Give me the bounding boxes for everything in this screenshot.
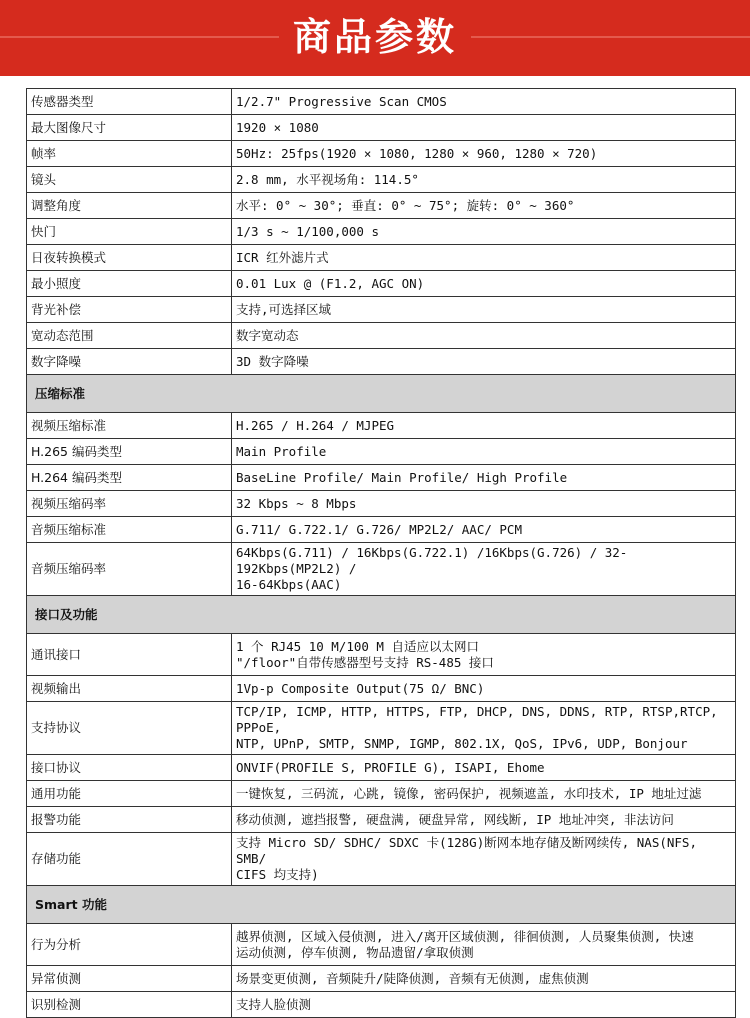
spec-label: 支持协议 (27, 702, 232, 755)
spec-label: 最小照度 (27, 271, 232, 297)
spec-label: 宽动态范围 (27, 323, 232, 349)
spec-label: 快门 (27, 219, 232, 245)
table-row (27, 219, 736, 245)
spec-label: H.264 编码类型 (27, 465, 232, 491)
spec-label: 行为分析 (27, 924, 232, 966)
spec-value: H.265 / H.264 / MJPEG (232, 413, 736, 439)
table-row (27, 349, 736, 375)
spec-label: 音频压缩标准 (27, 517, 232, 543)
section-title: Smart 功能 (27, 886, 736, 924)
table-row (27, 141, 736, 167)
section-header (27, 886, 736, 924)
title-banner (0, 0, 750, 76)
table-row (27, 676, 736, 702)
section-title: 接口及功能 (27, 596, 736, 634)
spec-label: 视频压缩标准 (27, 413, 232, 439)
spec-table (26, 88, 736, 1018)
table-row (27, 924, 736, 966)
section-header (27, 596, 736, 634)
spec-value: 移动侦测, 遮挡报警, 硬盘满, 硬盘异常, 网线断, IP 地址冲突, 非法访问 (232, 807, 736, 833)
spec-value: 3D 数字降噪 (232, 349, 736, 375)
spec-label: 异常侦测 (27, 966, 232, 992)
spec-label: 通讯接口 (27, 634, 232, 676)
spec-label: 最大图像尺寸 (27, 115, 232, 141)
spec-label: 日夜转换模式 (27, 245, 232, 271)
spec-label: 报警功能 (27, 807, 232, 833)
spec-value: 支持,可选择区域 (232, 297, 736, 323)
spec-value: 1Vp-p Composite Output(75 Ω/ BNC) (232, 676, 736, 702)
spec-value: 0.01 Lux @ (F1.2, AGC ON) (232, 271, 736, 297)
spec-label: 数字降噪 (27, 349, 232, 375)
table-row (27, 115, 736, 141)
spec-value: 64Kbps(G.711) / 16Kbps(G.722.1) /16Kbps(G.726) / 32-192Kbps(MP2L2) / 16-64Kbps(AAC) (232, 543, 736, 596)
spec-table-body (27, 89, 736, 1018)
table-row (27, 781, 736, 807)
table-row (27, 517, 736, 543)
table-row (27, 193, 736, 219)
table-row (27, 245, 736, 271)
spec-value: 支持人脸侦测 (232, 992, 736, 1018)
page-title: 商品参数 (279, 15, 471, 59)
spec-label: 帧率 (27, 141, 232, 167)
spec-value: 1920 × 1080 (232, 115, 736, 141)
spec-label: 镜头 (27, 167, 232, 193)
section-header (27, 375, 736, 413)
table-row (27, 271, 736, 297)
spec-label: 识别检测 (27, 992, 232, 1018)
spec-label: 存储功能 (27, 833, 232, 886)
table-row (27, 807, 736, 833)
spec-label: H.265 编码类型 (27, 439, 232, 465)
spec-label: 调整角度 (27, 193, 232, 219)
table-row (27, 992, 736, 1018)
spec-value: 1/3 s ~ 1/100,000 s (232, 219, 736, 245)
spec-value: 1/2.7" Progressive Scan CMOS (232, 89, 736, 115)
spec-value: 32 Kbps ~ 8 Mbps (232, 491, 736, 517)
spec-value: Main Profile (232, 439, 736, 465)
spec-value: ONVIF(PROFILE S, PROFILE G), ISAPI, Ehome (232, 755, 736, 781)
spec-value: 支持 Micro SD/ SDHC/ SDXC 卡(128G)断网本地存储及断网续传, NAS(NFS, SMB/ CIFS 均支持) (232, 833, 736, 886)
spec-value: G.711/ G.722.1/ G.726/ MP2L2/ AAC/ PCM (232, 517, 736, 543)
table-row (27, 167, 736, 193)
spec-value: TCP/IP, ICMP, HTTP, HTTPS, FTP, DHCP, DNS, DDNS, RTP, RTSP,RTCP, PPPoE, NTP, UPnP, SMTP, SNMP, IGMP, 802.1X, QoS, IPv6, UDP, Bonjour (232, 702, 736, 755)
table-row (27, 297, 736, 323)
table-row (27, 465, 736, 491)
spec-label: 视频输出 (27, 676, 232, 702)
spec-label: 视频压缩码率 (27, 491, 232, 517)
spec-value: 1 个 RJ45 10 M/100 M 自适应以太网口 "/floor"自带传感器型号支持 RS-485 接口 (232, 634, 736, 676)
spec-value: 2.8 mm, 水平视场角: 114.5° (232, 167, 736, 193)
spec-value: ICR 红外滤片式 (232, 245, 736, 271)
table-row (27, 89, 736, 115)
spec-label: 接口协议 (27, 755, 232, 781)
table-row (27, 439, 736, 465)
spec-label: 音频压缩码率 (27, 543, 232, 596)
table-row (27, 702, 736, 755)
spec-label: 背光补偿 (27, 297, 232, 323)
spec-label: 通用功能 (27, 781, 232, 807)
spec-value: 数字宽动态 (232, 323, 736, 349)
table-row (27, 413, 736, 439)
table-row (27, 634, 736, 676)
spec-value: 50Hz: 25fps(1920 × 1080, 1280 × 960, 1280 × 720) (232, 141, 736, 167)
section-title: 压缩标准 (27, 375, 736, 413)
spec-value: 水平: 0° ~ 30°; 垂直: 0° ~ 75°; 旋转: 0° ~ 360° (232, 193, 736, 219)
spec-label: 传感器类型 (27, 89, 232, 115)
spec-value: BaseLine Profile/ Main Profile/ High Profile (232, 465, 736, 491)
spec-value: 一键恢复, 三码流, 心跳, 镜像, 密码保护, 视频遮盖, 水印技术, IP 地址过滤 (232, 781, 736, 807)
spec-value: 越界侦测, 区域入侵侦测, 进入/离开区域侦测, 徘徊侦测, 人员聚集侦测, 快速 运动侦测, 停车侦测, 物品遗留/拿取侦测 (232, 924, 736, 966)
table-row (27, 543, 736, 596)
table-row (27, 833, 736, 886)
table-row (27, 755, 736, 781)
table-row (27, 491, 736, 517)
spec-value: 场景变更侦测, 音频陡升/陡降侦测, 音频有无侦测, 虚焦侦测 (232, 966, 736, 992)
table-row (27, 323, 736, 349)
